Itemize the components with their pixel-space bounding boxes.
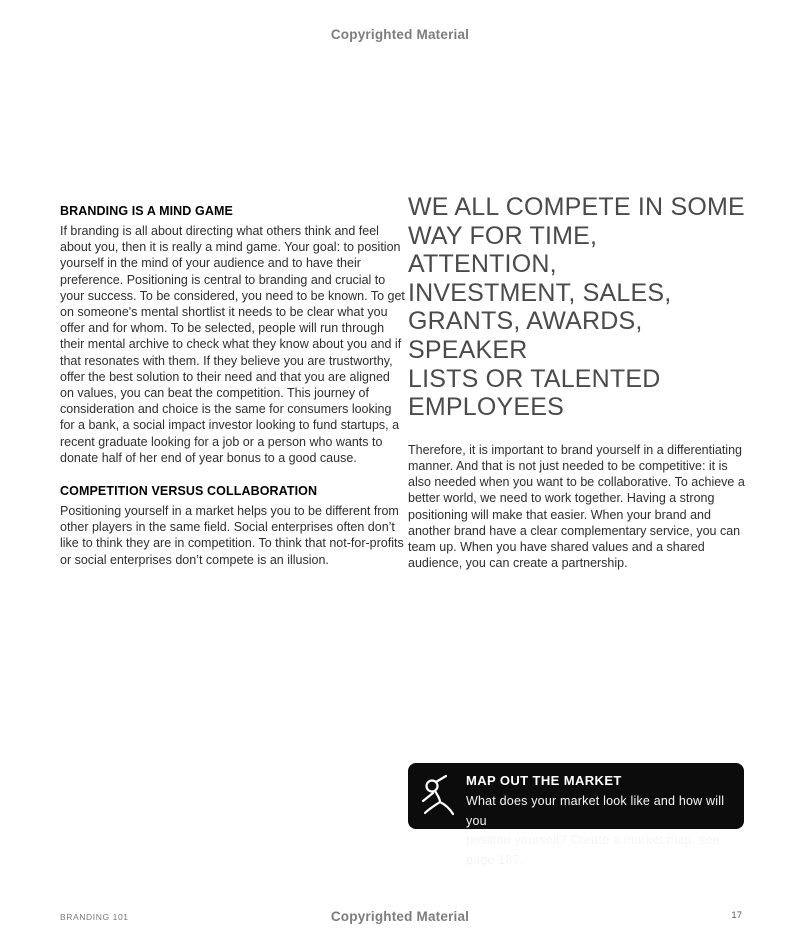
- headline-line: EMPLOYEES: [408, 393, 565, 422]
- right-column-body: Therefore, it is important to brand yourself in a differentiating manner. And that is not just needed to be competitive: it is also needed when you want to be collaborative. To achieve a better world, we need to work together. Having a strong positioning will make that easier. When your brand and another brand have a clear complementary service, you can team up. When you have shared values and a shared audience, you can create a partnership.: [408, 442, 745, 571]
- pull-quote-headline: [408, 193, 748, 422]
- doodle-figure-icon: [418, 772, 458, 820]
- headline-line: GRANTS, AWARDS, SPEAKER: [408, 307, 643, 364]
- section-heading-competition-collaboration: COMPETITION VERSUS COLLABORATION: [60, 484, 318, 499]
- callout-body-line: position yourself? Create a market map, see page 187.: [466, 833, 720, 867]
- footer-book-title: BRANDING 101: [60, 912, 129, 922]
- page-number: 17: [731, 910, 742, 921]
- bottom-watermark: Copyrighted Material: [330, 909, 470, 924]
- section-heading-branding-mind-game: BRANDING IS A MIND GAME: [60, 204, 233, 218]
- section-body-branding-mind-game: If branding is all about directing what others think and feel about you, then it is really a mind game. Your goal: to position yourself in the mind of your audience and to have their preference. Positioning is central to branding and crucial to your success. To be considered, you need to be known. To get on someone's mental shortlist it needs to be clear what you offer and for whom. To be selected, people will run through their mental archive to check what they know about you and if that resonates with them. If they believe you are trustworthy, offer the best solution to their need and that you are aligned on values, you can beat the competition. This journey of consideration and choice is the same for consumers looking for a bank, a social impact investor looking to fund startups, a recent graduate looking for a job or a person who wants to donate half of her end of year bonus to a good cause.: [60, 224, 405, 465]
- callout-title: MAP OUT THE MARKET: [466, 773, 622, 788]
- headline-line: WE ALL COMPETE IN SOME: [408, 193, 745, 221]
- right-column: [408, 193, 748, 571]
- callout-text: [466, 771, 732, 870]
- headline-line: WAY FOR TIME, ATTENTION,: [408, 221, 598, 279]
- top-watermark: Copyrighted Material: [330, 27, 470, 42]
- map-out-the-market-callout: [408, 763, 744, 867]
- headline-line: LISTS OR TALENTED: [408, 364, 661, 393]
- left-column: [60, 204, 407, 568]
- headline-line: INVESTMENT, SALES,: [408, 278, 672, 307]
- section-body-competition-collaboration: Positioning yourself in a market helps you to be different from other players in the same field. Social enterprises often don’t like to think they are in competition. To think that not-for-profits or social enterprises don’t compete is an illusion.: [60, 504, 404, 567]
- callout-body-line: What does your market look like and how will you: [466, 794, 725, 828]
- callout-body: [466, 792, 732, 870]
